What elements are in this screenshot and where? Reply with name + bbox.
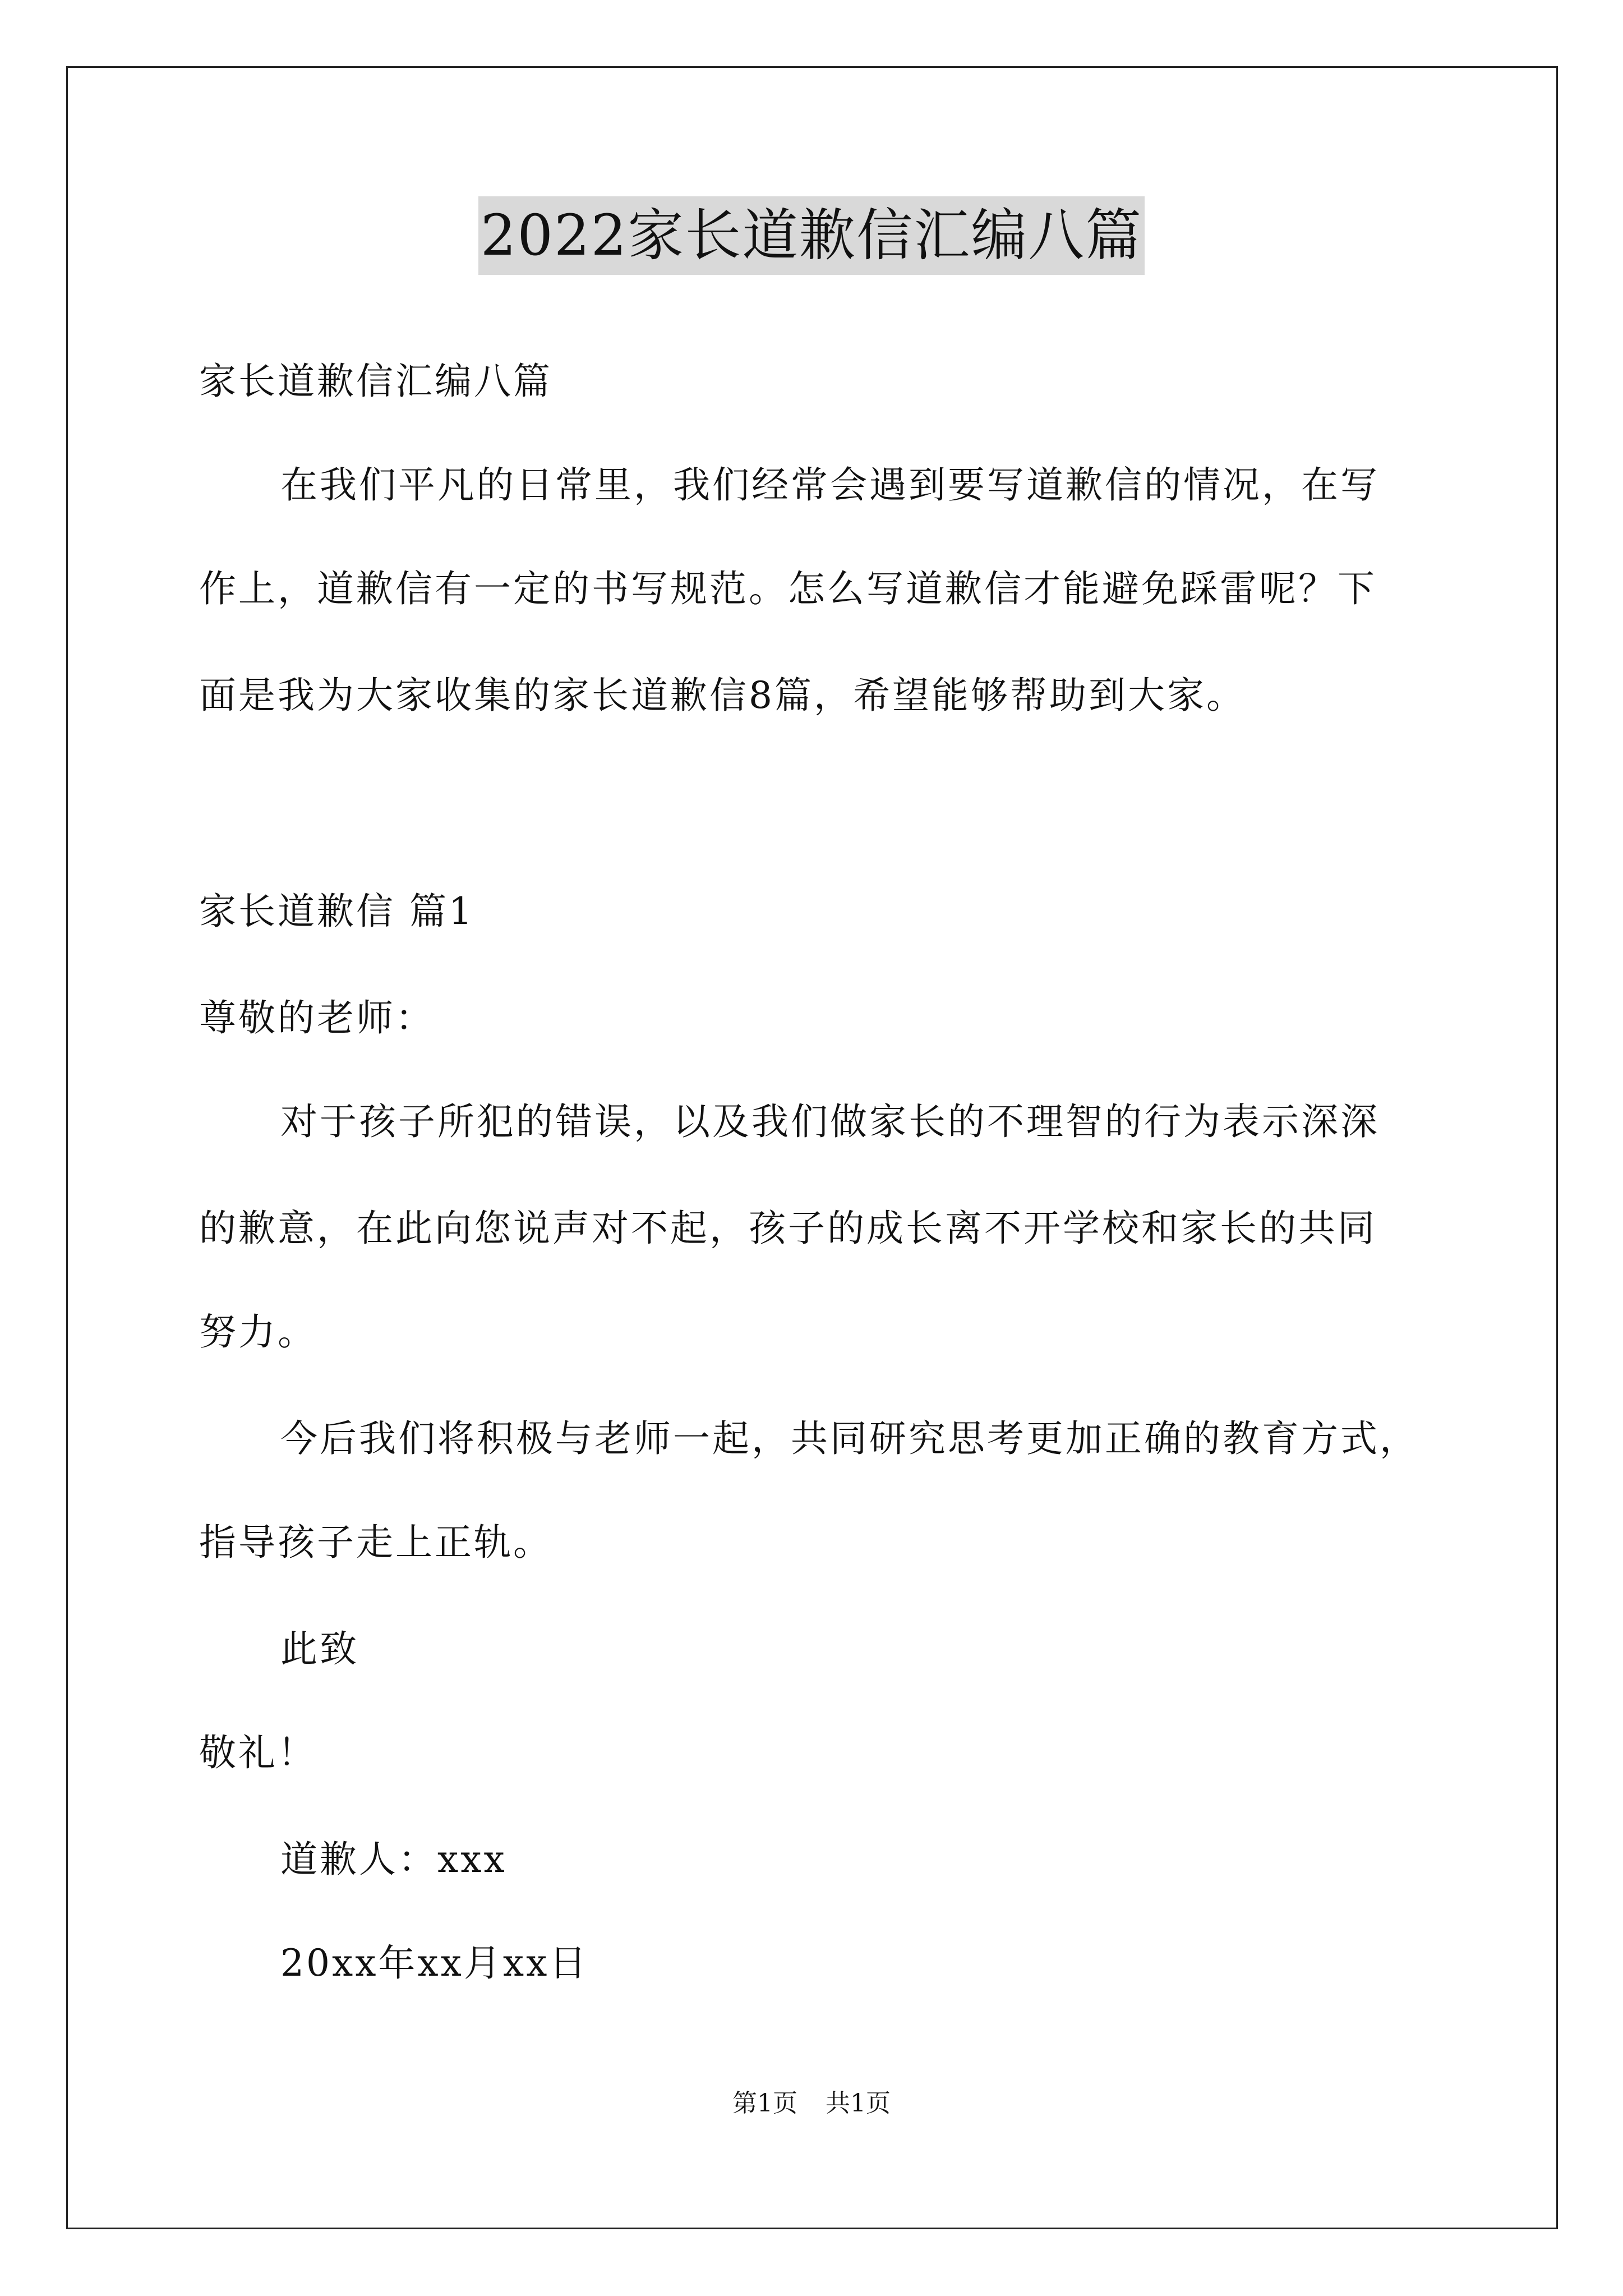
- title-container: [0, 196, 1623, 275]
- salutation: 尊敬的老师：: [199, 996, 435, 1039]
- section-heading: 家长道歉信 篇1: [199, 890, 474, 933]
- closing-line-1: 此致: [280, 1627, 359, 1671]
- page-number: 第1页: [732, 2089, 797, 2118]
- date: 20xx年xx月xx日: [280, 1941, 589, 1985]
- page-total: 共1页: [826, 2089, 891, 2118]
- body-line-3: 努力。: [199, 1310, 317, 1354]
- closing-line-2: 敬礼！: [199, 1731, 317, 1774]
- intro-line-3: 面是我为大家收集的家长道歉信8篇，希望能够帮助到大家。: [199, 674, 1246, 717]
- body-line-5: 指导孩子走上正轨。: [199, 1521, 552, 1564]
- body-line-2: 的歉意，在此向您说声对不起，孩子的成长离不开学校和家长的共同: [199, 1207, 1377, 1250]
- body-line-4: 今后我们将积极与老师一起，共同研究思考更加正确的教育方式，: [280, 1417, 1419, 1460]
- body-line-1: 对于孩子所犯的错误，以及我们做家长的不理智的行为表示深深: [280, 1100, 1380, 1143]
- intro-line-1: 在我们平凡的日常里，我们经常会遇到要写道歉信的情况，在写: [280, 463, 1380, 507]
- signature: 道歉人：xxx: [280, 1838, 507, 1881]
- page-footer: [0, 2087, 1623, 2120]
- document-title: 2022家长道歉信汇编八篇: [478, 196, 1145, 275]
- document-subtitle: 家长道歉信汇编八篇: [199, 360, 552, 403]
- intro-line-2: 作上，道歉信有一定的书写规范。怎么写道歉信才能避免踩雷呢？下: [199, 567, 1377, 610]
